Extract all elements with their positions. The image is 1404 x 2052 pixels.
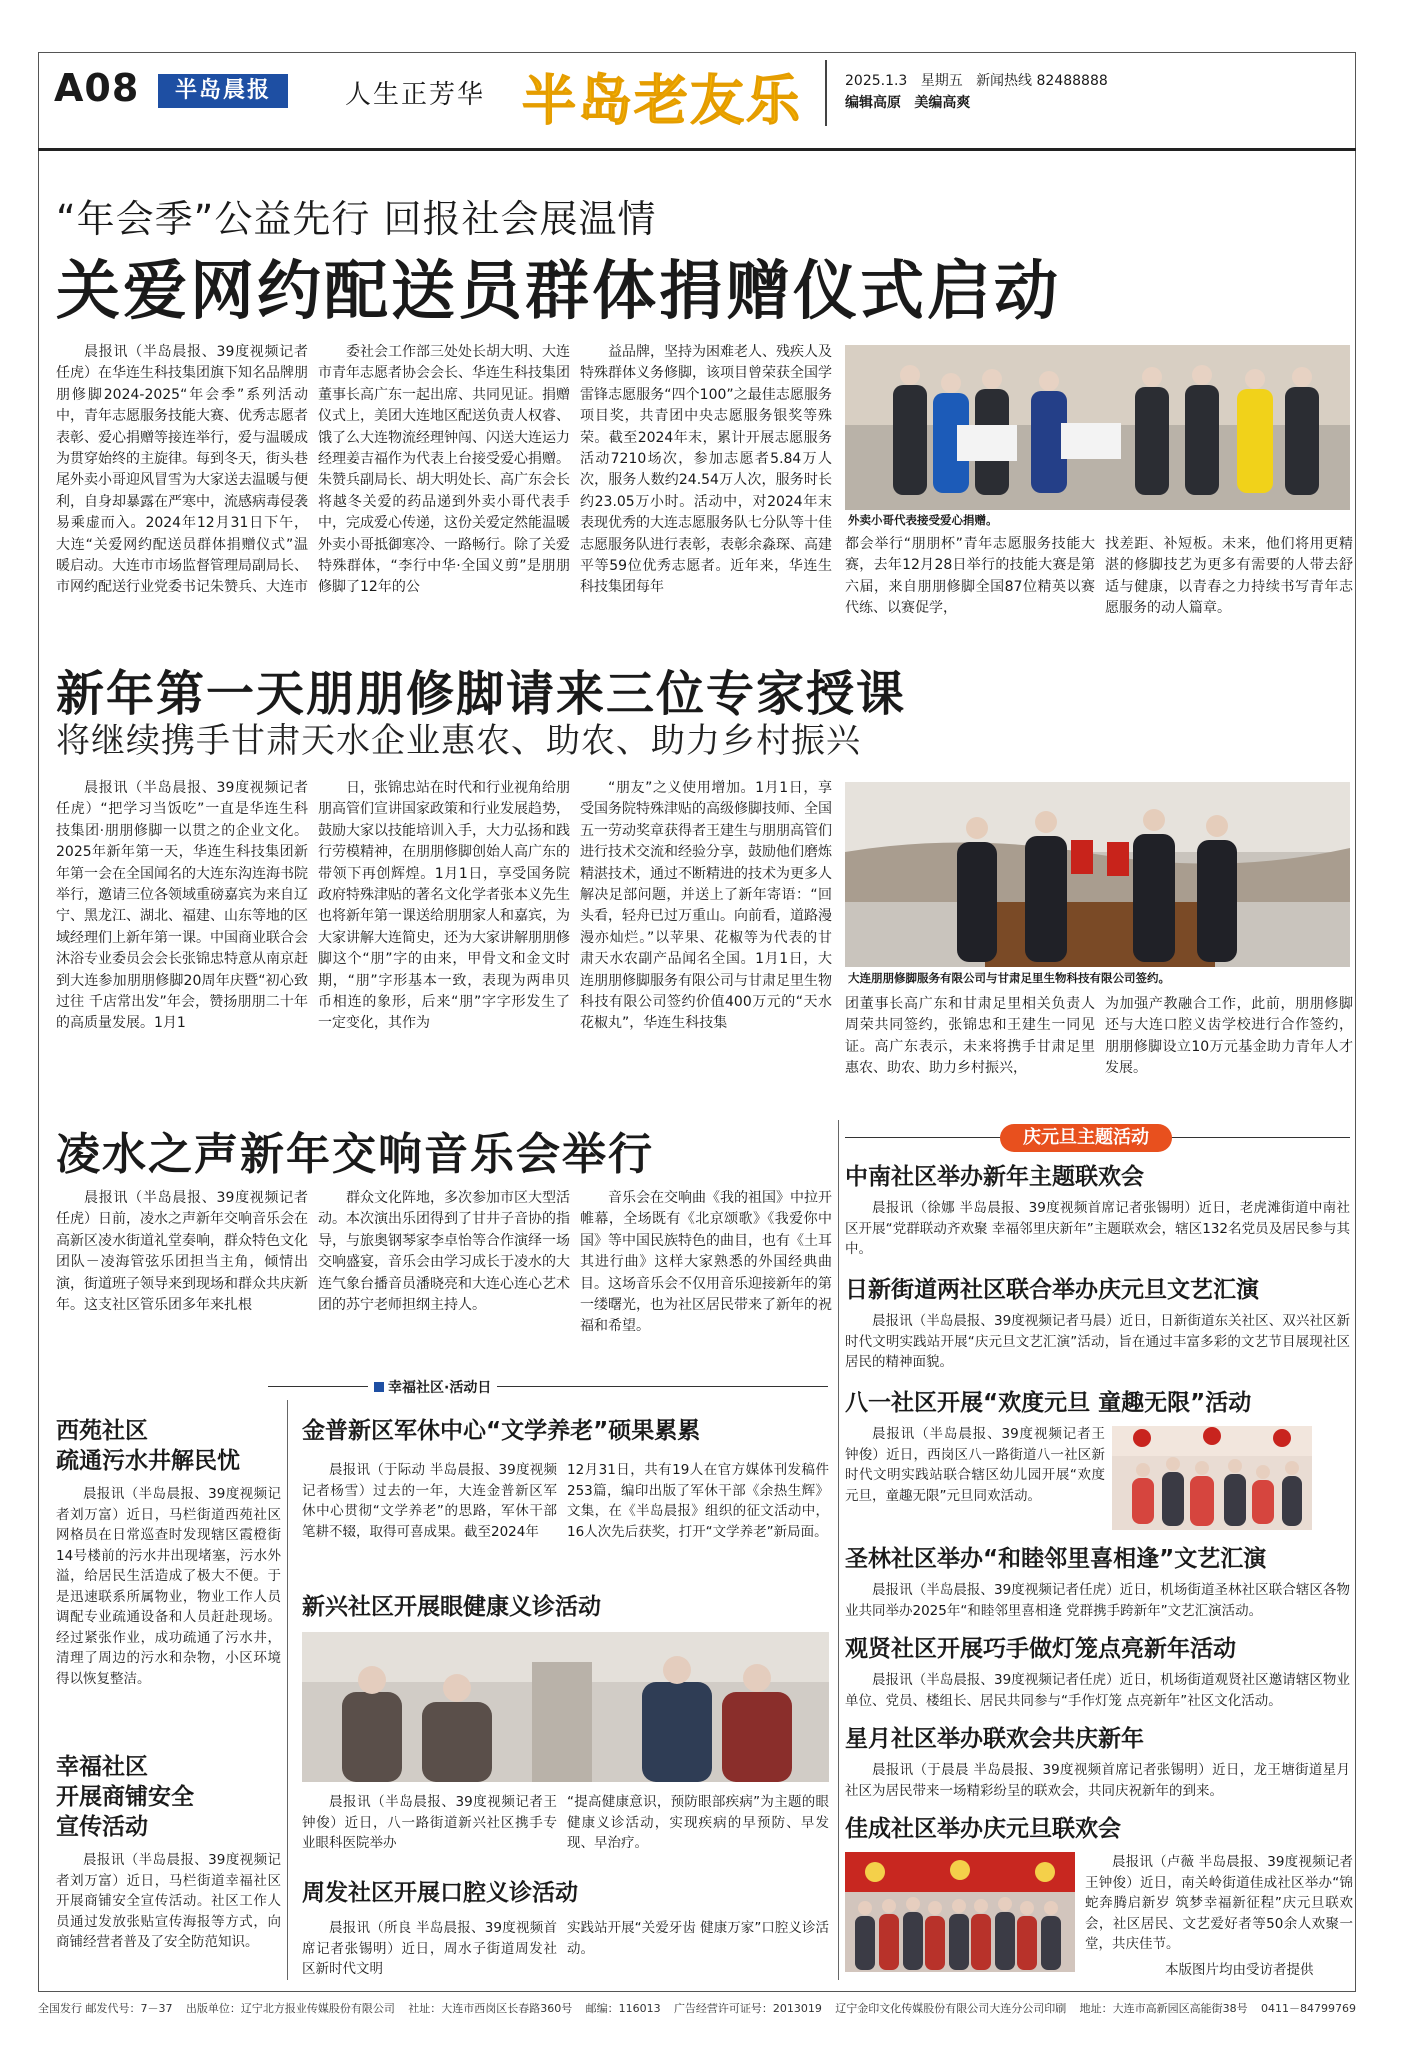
festival-item-title: 八一社区开展“欢度元旦 童趣无限”活动	[845, 1390, 1252, 1416]
left-item-text: 晨报讯（半岛晨报、39度视频记者刘万富）近日，马栏街道西苑社区网格员在日常巡查时发现辖区霞橙街14号楼前的污水井出现堵塞，污水外溢，给居民生活造成了极大不便。于是迅速联系所属物业，物业工作人员调配专业疏通设备和人员赶赴现场。经过紧张作业，成功疏通了污水井，清理了周边的污水和杂物，小区环境得以恢复整洁。	[56, 1486, 281, 1687]
header-meta	[845, 70, 1108, 114]
festival-photo-jiacheng	[845, 1852, 1075, 1972]
mid-item-text: 晨报讯（半岛晨报、39度视频记者王钟俊）近日，八一路街道新兴社区携手专业眼科医院举办	[302, 1794, 557, 1851]
story3-col2: 群众文化阵地，多次参加市区大型活动。本次演出乐团得到了甘井子音协的指导，与旅奥钢琴家李卓怡等合作演绎一场交响盛宴，音乐会由学习成长于凌水的大连气象台播音员潘晓亮和大连心连心艺术团的苏宁老师担纲主持人。	[318, 1190, 570, 1314]
festival-item-text: 晨报讯（半岛晨报、39度视频记者马晨）近日，日新街道东关社区、双兴社区新时代文明实践站开展“庆元旦文艺汇演”活动，旨在通过丰富多彩的文艺节目展现社区居民的精神面貌。	[845, 1313, 1350, 1370]
left-item-title: 幸福社区 开展商铺安全 宣传活动	[56, 1754, 194, 1840]
festival-item-title: 佳成社区举办庆元旦联欢会	[845, 1816, 1121, 1842]
story2-col2: 日，张锦忠站在时代和行业视角给朋朋高管们宣讲国家政策和行业发展趋势，鼓励大家以技能培训入手，大力弘扬和践行劳模精神，在朋朋修脚创始人高广东的带领下再创辉煌。1月1日，享受国务院政府特殊津贴的著名文化学者张本义先生也将新年第一课送给朋朋家人和嘉宾，为大家讲解大连简史，还为大家讲解朋朋修脚这个“朋”字的由来，甲骨文和金文时期，“朋”字形基本一致，表现为两串贝币相连的象形，后来“朋”字字形发生了一定变化，其作为	[318, 780, 570, 1032]
story3-title: 凌水之声新年交响音乐会举行	[56, 1129, 654, 1180]
mid-item-title: 周发社区开展口腔义诊活动	[302, 1880, 578, 1906]
column-divider-right	[838, 1120, 839, 1980]
square-icon	[374, 1382, 384, 1392]
festival-tag: 庆元旦主题活动	[1000, 1124, 1172, 1152]
mid-item-title: 金普新区军休中心“文学养老”硕果累累	[302, 1418, 701, 1444]
festival-item-text: 晨报讯（半岛晨报、39度视频记者任虎）近日，机场街道圣林社区联合辖区各物业共同举办2025年“和睦邻里喜相逢 党群携手跨新年”文艺汇演活动。	[845, 1582, 1350, 1619]
mid-item-text: 晨报讯（所良 半岛晨报、39度视频首席记者张锡明）近日，周水子街道周发社区新时代文明	[302, 1920, 557, 1977]
designer-credit: 美编高爽	[914, 95, 971, 111]
festival-item-title: 日新街道两社区联合举办庆元旦文艺汇演	[845, 1277, 1259, 1303]
festival-item-title: 观贤社区开展巧手做灯笼点亮新年活动	[845, 1636, 1236, 1662]
community-band-rule	[268, 1386, 828, 1387]
mid-item-text: 实践站开展“关爱牙齿 健康万家”口腔义诊活动。	[567, 1920, 829, 1957]
story1-kicker: “年会季”公益先行 回报社会展温情	[56, 197, 657, 241]
story1-col5: 找差距、补短板。未来，他们将用更精湛的修脚技艺为更多有需要的人带去舒适与健康，以青春之力持续书写青年志愿服务的动人篇章。	[1105, 536, 1353, 617]
story1-col3: 益品牌，坚持为困难老人、残疾人及特殊群体义务修脚，该项目曾荣获全国学雷锋志愿服务“四个100”之最佳志愿服务项目奖，共青团中央志愿服务银奖等殊荣。截至2024年末，累计开展志愿服务活动7210场次，参加志愿者5.84万人次，服务人数约24.54万人次，服务时长约23.05万小时。活动中，对2024年末表现优秀的大连志愿服务队七分队等十佳志愿服务队进行表彰，表彰余淼琛、高建平等59位优秀志愿者。近年来，华连生科技集团每年	[580, 344, 832, 596]
editor-credit: 编辑高原	[845, 95, 901, 111]
festival-item-text: 晨报讯（徐娜 半岛晨报、39度视频首席记者张锡明）近日，老虎滩街道中南社区开展“党群联动齐欢聚 幸福邻里庆新年”主题联欢会，辖区132名党员及居民参与其中。	[845, 1200, 1350, 1257]
festival-item-text: 晨报讯（半岛晨报、39度视频记者王钟俊）近日，西岗区八一路街道八一社区新时代文明实践站联合辖区幼儿园开展“欢度元旦，童趣无限”元旦同欢活动。	[845, 1426, 1105, 1504]
story2-col1: 晨报讯（半岛晨报、39度视频记者任虎）“把学习当饭吃”一直是华连生科技集团·朋朋修脚一以贯之的企业文化。2025年新年第一天，华连生科技集团新年第一会在全国闻名的大连东沟连海书院举行，邀请三位各领域重磅嘉宾为来自辽宁、黑龙江、湖北、福建、山东等地的区域经理们上新年第一课。中国商业联合会沐浴专业委员会会长张锦忠特意从南京赶到大连参加朋朋修脚20周年庆暨“初心致过往 千店常出发”年会，赞扬朋朋二十年的高质量发展。1月1	[56, 780, 308, 1032]
story2-col3: “朋友”之义使用增加。1月1日，享受国务院特殊津贴的高级修脚技师、全国五一劳动奖章获得者王建生与朋朋高管们进行技术交流和经验分享，鼓励他们磨炼精湛技术，通过不断精进的技术为更多人解决足部问题，并送上了新年寄语：“回头看，轻舟已过万重山。向前看，道路漫漫亦灿烂。”以苹果、花椒等为代表的甘肃天水农副产品闻名全国。1月1日，大连朋朋修脚服务有限公司与甘肃足里生物科技有限公司签约价值400万元的“天水花椒丸”，华连生科技集	[580, 780, 832, 1032]
left-item-text: 晨报讯（半岛晨报、39度视频记者刘万富）近日，马栏街道幸福社区开展商铺安全宣传活动。社区工作人员通过发放张贴宣传海报等方式，向商铺经营者普及了安全防范知识。	[56, 1852, 281, 1950]
issue-date: 2025.1.3	[845, 73, 908, 89]
story2-col5: 为加强产教融合工作，此前，朋朋修脚还与大连口腔义齿学校进行合作签约，朋朋修脚设立10万元基金助力青年人才发展。	[1105, 996, 1353, 1077]
header-rule	[38, 148, 1356, 151]
story1-caption: 外卖小哥代表接受爱心捐赠。	[848, 513, 998, 527]
story1-col4: 都会举行“朋朋杯”青年志愿服务技能大赛，去年12月28日举行的技能大赛是第六届，来自朋朋修脚全国87位精英以赛代练、以赛促学，	[845, 536, 1095, 617]
mid-item-title: 新兴社区开展眼健康义诊活动	[302, 1594, 601, 1620]
news-hotline: 新闻热线 82488888	[976, 73, 1108, 89]
story1-photo	[845, 345, 1350, 510]
section-slogan: 人生正芳华	[345, 80, 486, 110]
story2-col4: 团董事长高广东和甘肃足里相关负责人周荣共同签约，张锦忠和王建生一同见证。高广东表示，未来将携手甘肃足里惠农、助农、助力乡村振兴，	[845, 996, 1095, 1077]
column-divider-left	[287, 1400, 288, 1980]
festival-photo-bayi	[1112, 1426, 1312, 1530]
story2-title: 新年第一天朋朋修脚请来三位专家授课	[56, 666, 907, 722]
mid-photo-eye-clinic	[302, 1632, 829, 1782]
page-footer: 全国发行 邮发代号：7－37 出版单位：辽宁北方报业传媒股份有限公司 社址：大连市西岗区长春路360号 邮编：116013 广告经营许可证号：2013019 辽宁金印文化传媒股份有限公司大连分公司印刷 地址：大连市高新园区高能街38号 0411－84799769	[38, 2002, 1356, 2015]
festival-item-title: 中南社区举办新年主题联欢会	[845, 1164, 1144, 1190]
story3-col3: 音乐会在交响曲《我的祖国》中拉开帷幕，全场既有《北京颂歌》《我爱你中国》等中国民族特色的曲目，也有《土耳其进行曲》这样大家熟悉的外国经典曲目。这场音乐会不仅用音乐迎接新年的第一缕曙光，也为社区居民带来了新年的祝福和希望。	[580, 1190, 832, 1335]
photo-credit: 本版图片均由受访者提供	[1165, 1962, 1314, 1978]
festival-item-title: 星月社区举办联欢会共庆新年	[845, 1726, 1144, 1752]
story2-caption: 大连朋朋修脚服务有限公司与甘肃足里生物科技有限公司签约。	[848, 971, 1170, 985]
newspaper-logo: 半岛晨报	[158, 74, 288, 108]
story1-col1: 晨报讯（半岛晨报、39度视频记者任虎）在华连生科技集团旗下知名品牌朋朋修脚2024-2025“年会季”系列活动中，青年志愿服务技能大赛、优秀志愿者表彰、爱心捐赠等接连举行，爱与温暖成为贯穿始终的主旋律。每到冬天，街头巷尾外卖小哥迎风冒雪为大家送去温暖与便利，自身却暴露在严寒中，流感病毒侵袭易乘虚而入。2024年12月31日下午，大连“关爱网约配送员群体捐赠仪式”温暖启动。大连市市场监督管理局副局长、市网约配送行业党委书记朱赞兵、大连市	[56, 344, 308, 596]
left-item-title: 西苑社区 疏通污水井解民忧	[56, 1418, 240, 1474]
story3-col1: 晨报讯（半岛晨报、39度视频记者任虎）日前，凌水之声新年交响音乐会在高新区凌水街道礼堂奏响，群众特色文化团队－凌海管弦乐团担当主角，倾情出演，街道班子领导来到现场和群众共庆新年。这支社区管乐团多年来扎根	[56, 1190, 308, 1314]
festival-item-title: 圣林社区举办“和睦邻里喜相逢”文艺汇演	[845, 1546, 1267, 1572]
issue-weekday: 星期五	[920, 73, 963, 89]
mid-item-text: 12月31日，共有19人在官方媒体刊发稿件253篇，编印出版了军休干部《余热生辉》文集，在《半岛晨报》组织的征文活动中，16人次先后获奖，打开“文学养老”新局面。	[567, 1462, 829, 1540]
community-band-label: 幸福社区·活动日	[368, 1377, 497, 1397]
mid-item-text: “提高健康意识，预防眼部疾病”为主题的眼健康义诊活动，实现疾病的早预防、早发现、早治疗。	[567, 1794, 829, 1851]
festival-item-text: 晨报讯（于晨晨 半岛晨报、39度视频首席记者张锡明）近日，龙王塘街道星月社区为居民带来一场精彩纷呈的联欢会，共同庆祝新年的到来。	[845, 1762, 1350, 1799]
page-number: A08	[54, 66, 140, 110]
header-divider	[825, 60, 827, 126]
festival-item-text: 晨报讯（半岛晨报、39度视频记者任虎）近日，机场街道观贤社区邀请辖区物业单位、党员、楼组长、居民共同参与“手作灯笼 点亮新年”社区文化活动。	[845, 1672, 1350, 1709]
story1-title: 关爱网约配送员群体捐赠仪式启动	[56, 255, 1061, 329]
story2-photo	[845, 782, 1350, 967]
story2-subtitle: 将继续携手甘肃天水企业惠农、助农、助力乡村振兴	[56, 721, 861, 761]
festival-item-text: 晨报讯（卢薇 半岛晨报、39度视频记者王钟俊）近日，南关岭街道佳成社区举办“锦蛇奔腾启新岁 筑梦幸福新征程”庆元旦联欢会，社区居民、文艺爱好者等50余人欢聚一堂，共庆佳节。	[1085, 1854, 1353, 1952]
story1-col2: 委社会工作部三处处长胡大明、大连市青年志愿者协会会长、华连生科技集团董事长高广东一起出席、共同见证。捐赠仪式上，美团大连地区配送负责人权睿、饿了么大连物流经理钟闯、闪送大连运力经理姜吉福作为代表上台接受爱心捐赠。朱赞兵副局长、胡大明处长、高广东会长将越冬关爱的药品递到外卖小哥代表手中，完成爱心传递，这份关爱定然能温暖外卖小哥抵御寒冷、一路畅行。除了关爱特殊群体，“李行中华·全国义剪”是朋朋修脚了12年的公	[318, 344, 570, 596]
section-brand: 半岛老友乐	[522, 69, 802, 132]
mid-item-text: 晨报讯（于际动 半岛晨报、39度视频记者杨雪）过去的一年，大连金普新区军休中心贯彻“文学养老”的思路，军休干部笔耕不辍，取得可喜成果。截至2024年	[302, 1462, 557, 1540]
